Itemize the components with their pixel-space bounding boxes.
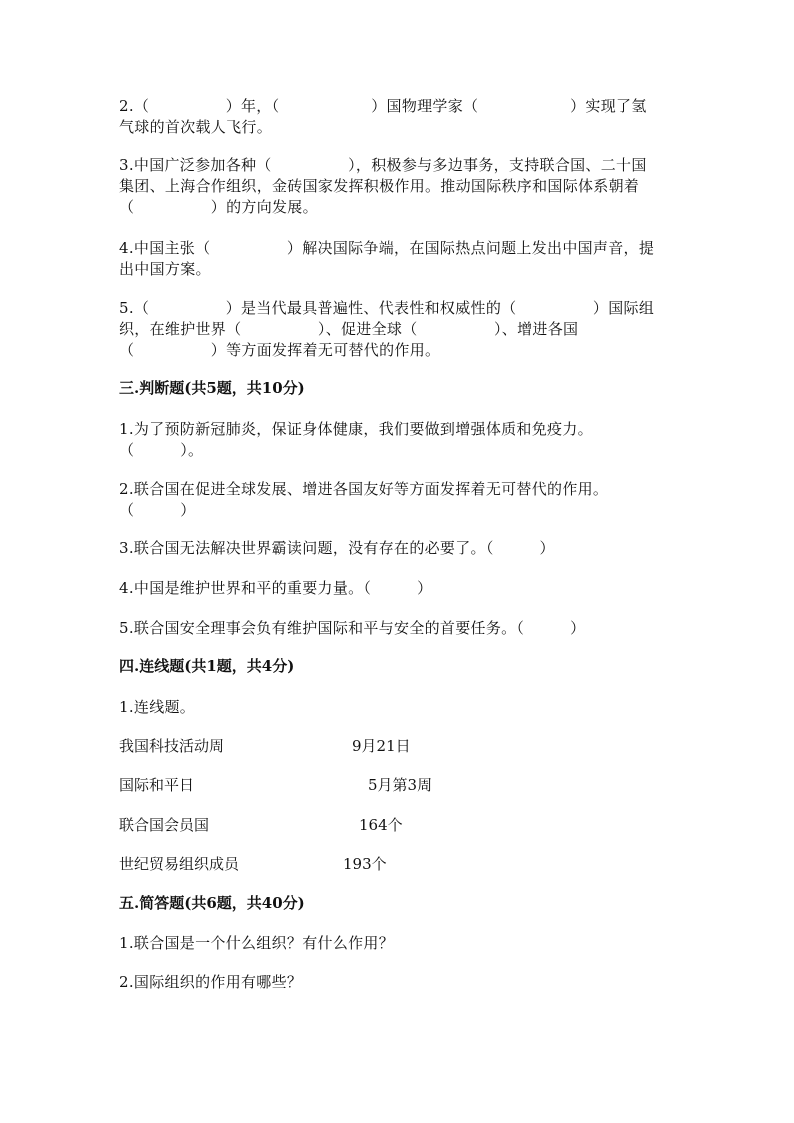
question-line: （ ）等方面发挥着无可替代的作用。 [119, 341, 441, 359]
question-line: 2.联合国在促进全球发展、增进各国友好等方面发挥着无可替代的作用。 [119, 480, 609, 498]
section-heading-short-answer: 五.简答题(共6题，共40分) [119, 894, 305, 912]
short-answer-question-2: 2.国际组织的作用有哪些？ [119, 973, 303, 991]
true-false-question-1 [119, 419, 675, 461]
matching-left-item-3: 联合国会员国 [119, 816, 210, 834]
question-line: 4.中国主张（ ）解决国际争端，在国际热点问题上发出中国声音，提 [119, 239, 655, 257]
question-line: 集团、上海合作组织，金砖国家发挥积极作用。推动国际秩序和国际体系朝着 [119, 177, 640, 195]
question-line: 3.中国广泛参加各种（ ），积极参与多边事务，支持联合国、二十国 [119, 156, 647, 174]
question-line: 2.（ ）年，（ ）国物理学家（ ）实现了氢 [119, 97, 647, 115]
question-line: （ ）。 [119, 441, 204, 459]
matching-right-item-4: 193个 [343, 855, 387, 873]
true-false-question-5: 5.联合国安全理事会负有维护国际和平与安全的首要任务。（ ） [119, 619, 586, 637]
question-line: 织，在维护世界（ ）、促进全球（ ）、增进各国 [119, 320, 579, 338]
section-heading-matching: 四.连线题(共1题，共4分) [119, 657, 295, 675]
matching-left-item-2: 国际和平日 [119, 776, 195, 794]
question-line: 气球的首次载人飞行。 [119, 118, 273, 136]
true-false-question-4: 4.中国是维护世界和平的重要力量。（ ） [119, 579, 433, 597]
question-line: 5.（ ）是当代最具普遍性、代表性和权威性的（ ）国际组 [119, 299, 655, 317]
question-line: 1.为了预防新冠肺炎，保证身体健康，我们要做到增强体质和免疫力。 [119, 420, 593, 438]
matching-right-item-2: 5月第3周 [368, 776, 433, 794]
true-false-question-3: 3.联合国无法解决世界霸读问题，没有存在的必要了。（ ） [119, 539, 555, 557]
matching-right-item-3: 164个 [359, 816, 403, 834]
short-answer-question-1: 1.联合国是一个什么组织？有什么作用？ [119, 934, 395, 952]
matching-left-item-1: 我国科技活动周 [119, 737, 225, 755]
fill-in-question-4 [119, 238, 675, 280]
matching-left-item-4: 世纪贸易组织成员 [119, 855, 240, 873]
matching-right-item-1: 9月21日 [352, 737, 411, 755]
question-line: 出中国方案。 [119, 260, 211, 278]
matching-question-1: 1.连线题。 [119, 698, 196, 716]
fill-in-question-3 [119, 155, 675, 218]
question-line: （ ）的方向发展。 [119, 198, 318, 216]
fill-in-question-5 [119, 298, 675, 361]
true-false-question-2 [119, 479, 675, 521]
fill-in-question-2 [119, 96, 675, 138]
question-line: （ ） [119, 501, 196, 519]
section-heading-true-false: 三.判断题(共5题，共10分) [119, 379, 305, 397]
